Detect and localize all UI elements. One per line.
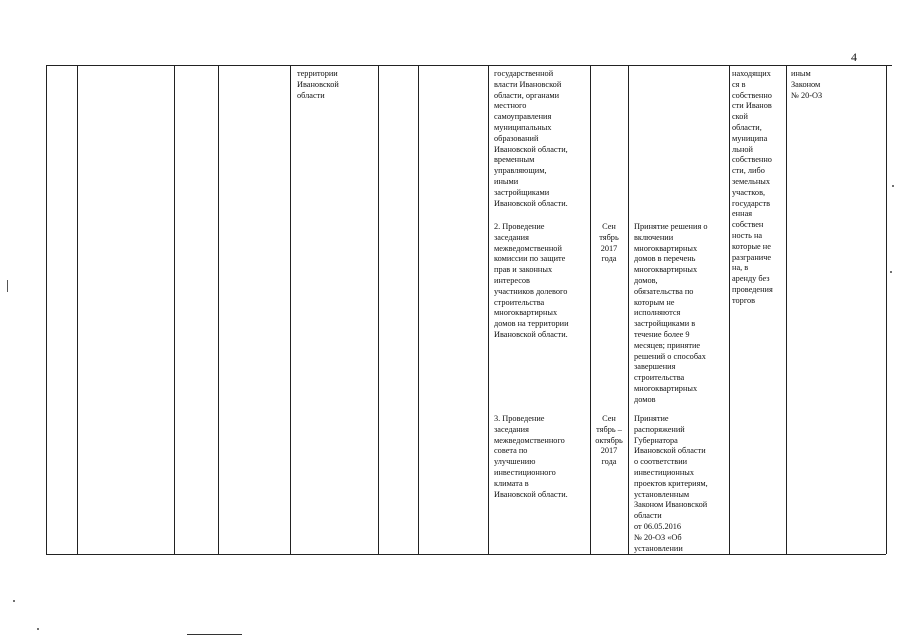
table-bottom-border [46,554,886,555]
column-border [378,65,379,554]
footer-line [187,634,242,635]
scan-mark [892,185,894,187]
column-border [729,65,730,554]
table-top-border [46,65,892,66]
column-border [418,65,419,554]
column-border [290,65,291,554]
column-border [628,65,629,554]
land-plots-cell: находящих ся в собственно сти Иванов ской области, муниципа льной собственно сти, либо земельных участков, государств енная собствен ность на которые не разграниче на, в аренду без проведения торгов [732,69,773,305]
date-cell-item2: Сен тябрь 2017 года [599,222,619,264]
result-cell-item2: Принятие решения о включении многоквартирных домов в перечень многоквартирных домов, обязательства по которым не исполняются застройщиками в течение более 9 месяцев; принятие решений о способах завершения строительства многоквартирных домов [634,222,708,404]
column-border [174,65,175,554]
activity-cell-item3: 3. Проведение заседания межведомственного совета по улучшению инвестиционного климата в Ивановской области. [494,414,568,499]
column-border [590,65,591,554]
column-border [786,65,787,554]
activity-cell-item2: 2. Проведение заседания межведомственной комиссии по защите прав и законных интересов участников долевого строительства многоквартирных домов на территории Ивановской области. [494,222,569,339]
scan-mark [7,280,8,292]
column-border [77,65,78,554]
law-reference-cell: иным Законом № 20-ОЗ [791,69,823,100]
scan-mark [890,271,892,273]
page-number: 4 [851,50,857,64]
date-cell-item3: Сен тябрь – октябрь 2017 года [595,414,623,467]
scan-mark [37,628,39,630]
column-border [886,65,887,554]
column-border [488,65,489,554]
column-border [218,65,219,554]
result-cell-item3: Принятие распоряжений Губернатора Ивановской области о соответствии инвестиционных проектов критериям, установленным Законом Ивановской области от 06.05.2016 № 20-ОЗ «Об установлении [634,414,708,553]
scan-mark [13,600,15,602]
activity-cell-item1-continuation: государственной власти Ивановской области, органами местного самоуправления муниципальных образований Ивановской области, временным управляющим, иными застройщиками Ивановской области. [494,69,568,208]
column-border [46,65,47,554]
territory-cell: территории Ивановской области [297,69,339,100]
